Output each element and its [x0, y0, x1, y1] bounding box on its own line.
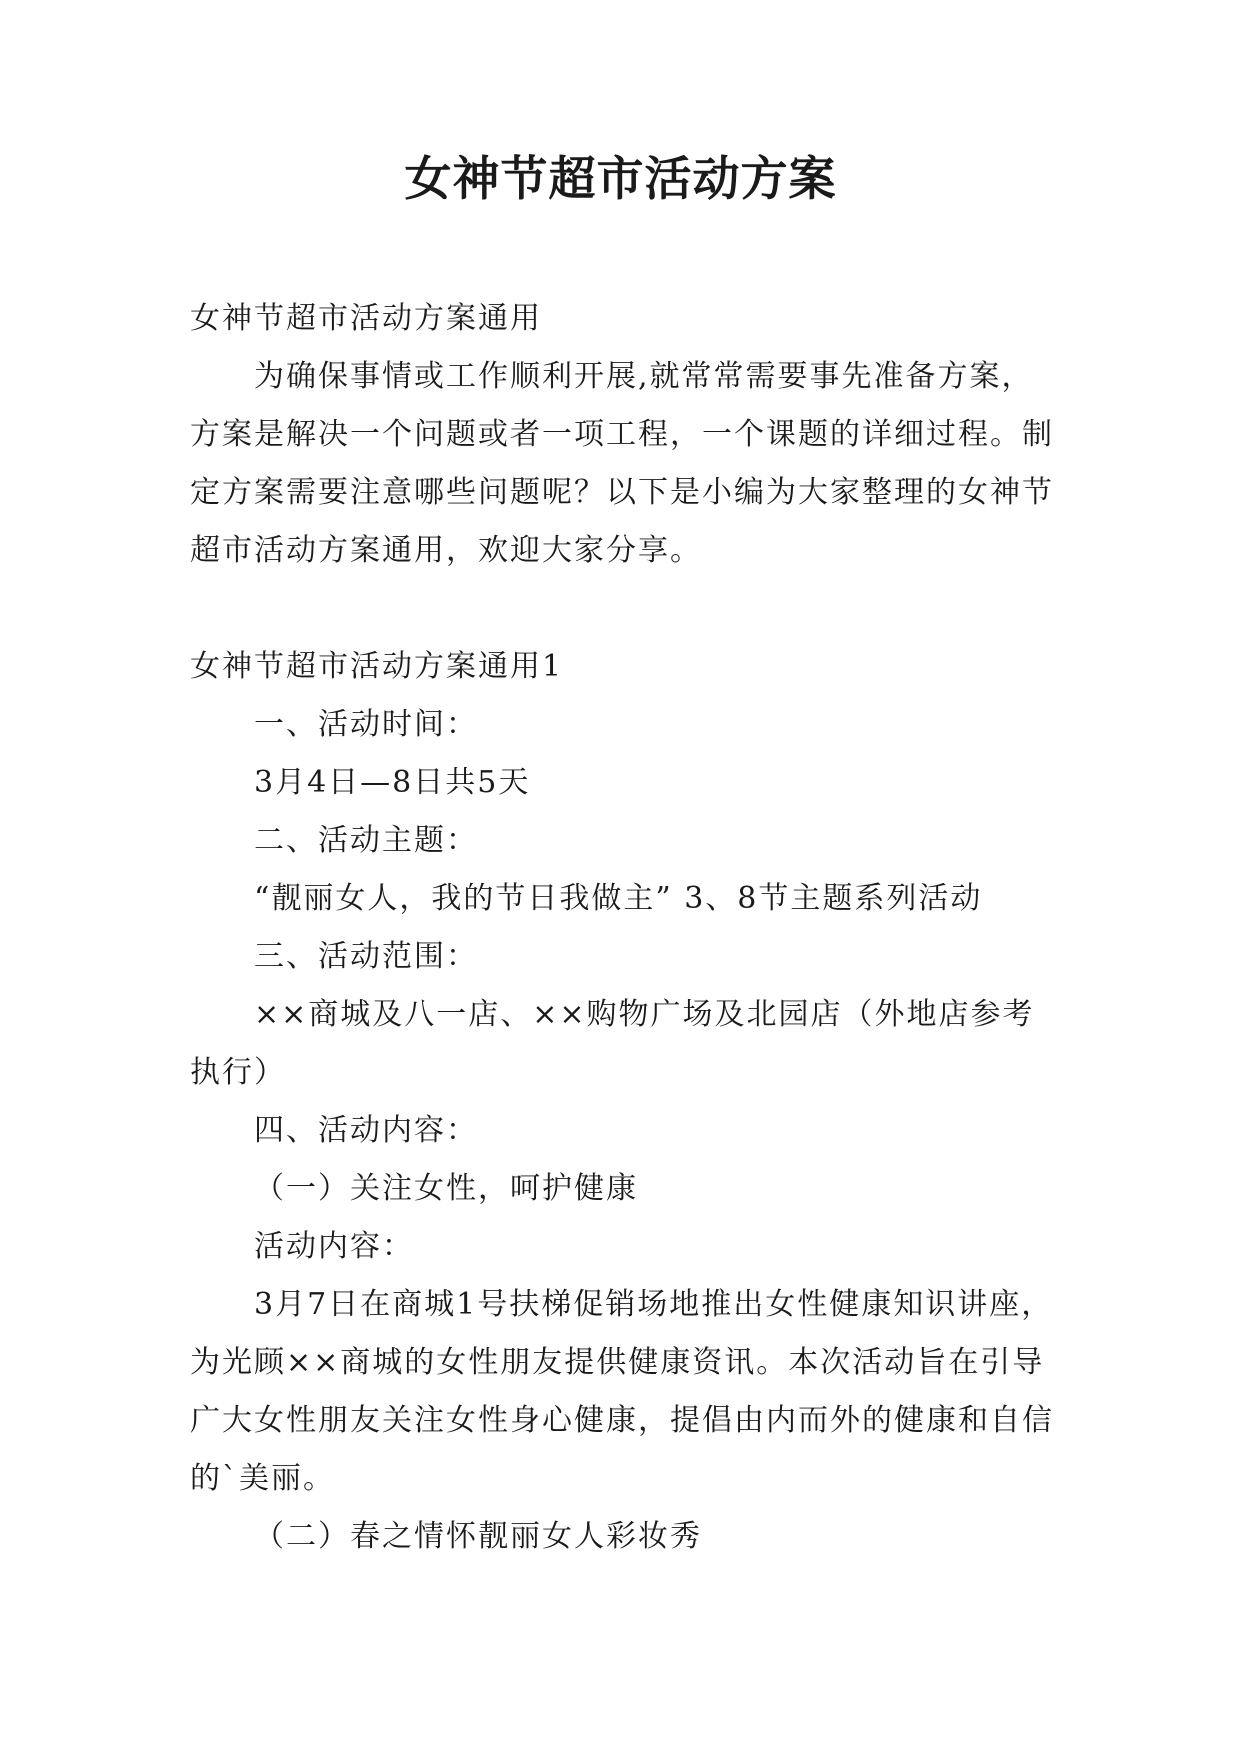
document-title: 女神节超市活动方案 [404, 152, 837, 207]
activity-scope-value: ××商城及八一店、××购物广场及北园店（外地店参考执行） [190, 997, 1035, 1090]
activity-time-heading: 一、活动时间： [254, 707, 478, 742]
activity-content-heading: 四、活动内容： [254, 1113, 478, 1148]
activity-time-value: 3月4日—8日共5天 [254, 765, 531, 800]
paragraph-gap [190, 580, 1060, 638]
section-heading: 女神节超市活动方案通用1 [190, 649, 564, 684]
subsection-two-heading: （二）春之情怀靓丽女人彩妆秀 [254, 1519, 702, 1554]
intro-paragraph: 为确保事情或工作顺利开展,就常常需要事先准备方案，方案是解决一个问题或者一项工程，一个课题的详细过程。制定方案需要注意哪些问题呢？以下是小编为大家整理的女神节超市活动方案通用，欢迎大家分享。 [190, 359, 1054, 568]
activity-theme-heading: 二、活动主题： [254, 823, 478, 858]
document-body [190, 290, 1060, 1566]
activity-theme-value: “靓丽女人，我的节日我做主” 3、8节主题系列活动 [254, 881, 983, 916]
subsection-one-label: 活动内容： [254, 1229, 414, 1264]
document-heading: 女神节超市活动方案通用 [190, 301, 542, 336]
subsection-one-body: 3月7日在商城1号扶梯促销场地推出女性健康知识讲座，为光顾××商城的女性朋友提供健康资讯。本次活动旨在引导广大女性朋友关注女性身心健康，提倡由内而外的健康和自信的`美丽。 [190, 1287, 1054, 1496]
activity-scope-heading: 三、活动范围： [254, 939, 478, 974]
subsection-one-heading: （一）关注女性，呵护健康 [254, 1171, 638, 1206]
